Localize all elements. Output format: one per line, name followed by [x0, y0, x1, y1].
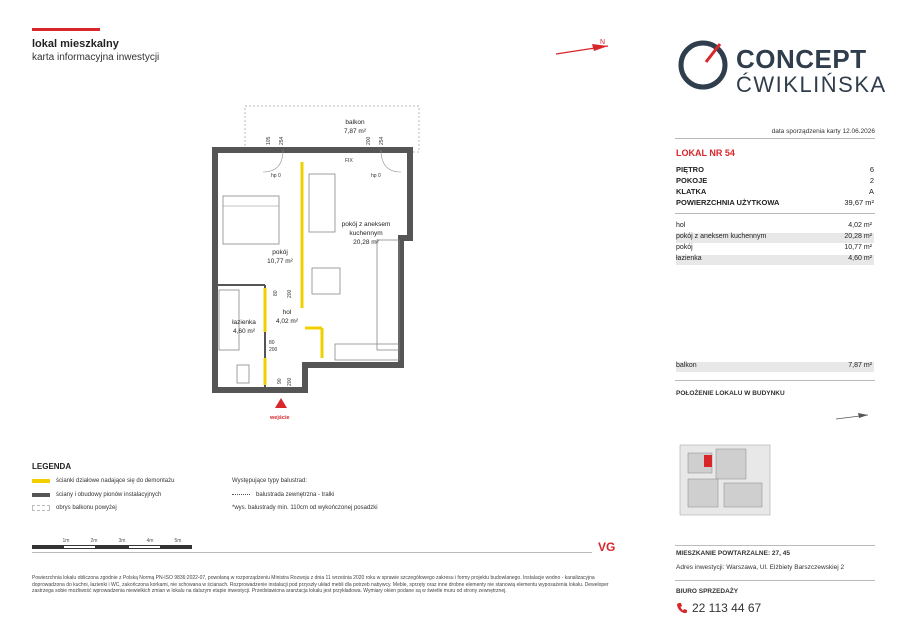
- legend-item-walls: ściany i obudowy pionów instalacyjnych: [32, 492, 161, 498]
- phone-icon: [676, 602, 688, 614]
- svg-text:254: 254: [379, 136, 385, 145]
- concept-logo-icon: [676, 38, 730, 92]
- svg-text:90: 90: [277, 378, 283, 384]
- salon-label: pokój z aneksem kuchennym: [341, 221, 391, 237]
- table: [312, 268, 340, 294]
- date-label: data sporządzenia karty 12.06.2026: [771, 128, 875, 135]
- room-row: łazienka 4,60 m²: [676, 255, 874, 265]
- address: Adres inwestycji: Warszawa, Ul. Elżbiety Barszczewskiej 2: [676, 564, 845, 571]
- balkon-row: balkon 7,87 m²: [676, 362, 874, 372]
- entrance-arrow-icon: [275, 398, 287, 408]
- outer-walls: [215, 150, 410, 390]
- divider: [675, 380, 875, 381]
- svg-text:200: 200: [366, 136, 372, 145]
- balkon-label: balkon: [345, 119, 365, 126]
- divider: [675, 545, 875, 546]
- divider: [675, 213, 875, 214]
- room-row: pokój 10,77 m²: [676, 244, 872, 251]
- prop-row: POKOJE 2: [676, 176, 874, 185]
- document-title: lokal mieszkalny: [32, 38, 119, 50]
- balustrada-item: balustrada zewnętrzna - tralki: [232, 492, 334, 498]
- prop-row: POWIERZCHNIA UŻYTKOWA 39,67 m²: [676, 198, 874, 207]
- footnote: Powierzchnia lokalu obliczona zgodnie z Polską Normą PN-ISO 9836:2022-07, powołaną w rozporządzeniu Ministra Rozwoju z dnia 11 września 2020 roku w sprawie szczegółowego zakresu i formy projektu budowlanego. Instalacje wodno - kanalizacyjna doprowadzona do kuchni, łazienki i WC, zakończona korkami, nie schowana w ścianach. Rozprowadzenie instalacji pod przyszły układ mebli dla potrzeb nabywcy. Meble, sprzęty oraz inne drobne elementy nie stanowią elementu wyposażenia lokalu. Deweloper zastrzega sobie możliwość wprowadzenia niewielkich zmian w lokalu na dalszym etapie inwestycji. Przedstawiona aranżacja lokalu jest przykładowa. Wymiary okien podane są w świetle muru od strony zewnętrznej.: [32, 575, 609, 594]
- svg-text:200: 200: [287, 289, 293, 298]
- svg-text:254: 254: [279, 136, 285, 145]
- room-row: pokój z aneksem kuchennym 20,28 m²: [676, 233, 874, 243]
- mieszkanie-powtarzalne: MIESZKANIE POWTARZALNE: 27, 45: [676, 550, 791, 557]
- divider: [675, 580, 875, 581]
- legend-swatch: [232, 494, 250, 497]
- room-row: hol 4,02 m²: [676, 222, 872, 229]
- legend-title: LEGENDA: [32, 462, 72, 471]
- pokoj-area: 10,77 m²: [267, 258, 293, 265]
- hol-label: hol: [282, 309, 292, 316]
- pokoj-label: pokój: [272, 249, 288, 256]
- document-subtitle: karta informacyjna inwestycji: [32, 52, 160, 63]
- legend-item-balcony: obrys balkonu powyżej: [32, 505, 117, 511]
- vg-logo: VG: [598, 540, 616, 554]
- legend-swatch: [32, 479, 50, 483]
- brand-name: CONCEPT: [736, 44, 867, 74]
- legend-swatch: [32, 505, 50, 511]
- kitchen-counter: [377, 240, 399, 350]
- legend-item-demountable: ścianki działowe nadające się do demontażu: [32, 478, 174, 484]
- prop-row: PIĘTRO 6: [676, 165, 874, 174]
- lokal-number: LOKAL NR 54: [676, 148, 735, 158]
- north-arrow-icon: [552, 38, 616, 60]
- svg-text:80: 80: [269, 340, 275, 346]
- prop-row: KLATKA A: [676, 187, 874, 196]
- building-location-map: [676, 405, 874, 535]
- svg-text:hp 0: hp 0: [371, 173, 381, 179]
- svg-text:FIX: FIX: [345, 158, 353, 164]
- bed: [223, 196, 279, 244]
- salon-area: 20,28 m²: [353, 239, 379, 246]
- svg-text:80: 80: [273, 290, 279, 296]
- floor-plan: [205, 100, 430, 420]
- svg-text:hp 0: hp 0: [271, 173, 281, 179]
- hol-area: 4,02 m²: [275, 318, 299, 325]
- svg-text:200: 200: [269, 347, 278, 353]
- lokal-highlight: [704, 455, 712, 467]
- lazienka-area: 4,60 m²: [232, 328, 256, 335]
- divider: [675, 138, 875, 139]
- north-label: N: [600, 39, 606, 46]
- location-title: POŁOŻENIE LOKALU W BUDYNKU: [676, 390, 785, 397]
- header-accent-bar: [32, 28, 100, 31]
- svg-text:200: 200: [287, 377, 293, 386]
- balustrada-note: *wys. balustrady min. 110cm od wykończonej posadzki: [232, 505, 378, 511]
- balustrady-title: Występujące typy balustrad:: [232, 478, 307, 484]
- balkon-area: 7,87 m²: [343, 128, 367, 135]
- phone-number[interactable]: 22 113 44 67: [692, 601, 762, 615]
- entrance-label: wejście: [270, 415, 290, 421]
- divider: [32, 552, 592, 553]
- legend-swatch: [32, 493, 50, 497]
- svg-text:105: 105: [266, 136, 272, 145]
- biuro-title: BIURO SPRZEDAŻY: [676, 588, 739, 595]
- lazienka-label: łazienka: [232, 319, 256, 326]
- brand-subname: ĆWIKLIŃSKA: [736, 72, 887, 97]
- scale-bar: 1m 2m 3m 4m 5m: [32, 538, 192, 549]
